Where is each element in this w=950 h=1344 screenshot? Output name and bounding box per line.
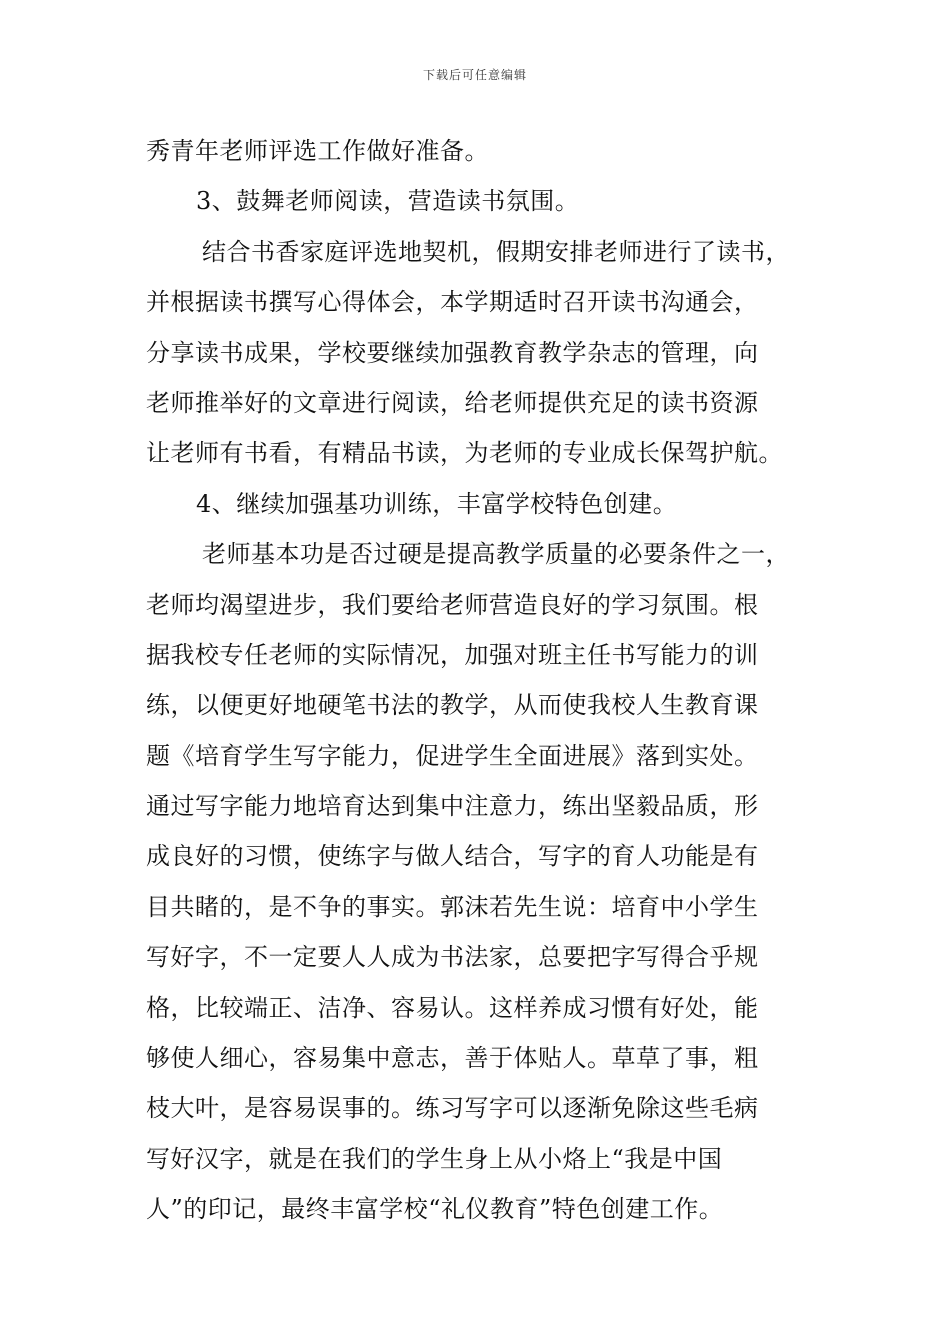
text-line: 写好字，不一定要人人成为书法家，总要把字写得合乎规 — [146, 943, 759, 972]
text-line: 成良好的习惯，使练字与做人结合，写字的育人功能是有 — [146, 842, 759, 871]
section-heading: 4、继续加强基功训练，丰富学校特色创建。 — [196, 489, 678, 518]
text-line: 老师均渴望进步，我们要给老师营造良好的学习氛围。根 — [146, 590, 759, 619]
text-line: 题《培育学生写字能力，促进学生全面进展》落到实处。 — [146, 741, 759, 770]
section-heading: 3、鼓舞老师阅读，营造读书氛围。 — [196, 187, 580, 216]
text-line: 人”的印记，最终丰富学校“礼仪教育”特色创建工作。 — [146, 1195, 724, 1224]
text-line: 写好汉字，就是在我们的学生身上从小烙上“我是中国 — [146, 1144, 723, 1173]
page-header: 下载后可任意编辑 — [422, 68, 527, 82]
text-line: 练，以便更好地硬笔书法的教学，从而使我校人生教育课 — [146, 691, 759, 720]
text-line: 通过写字能力地培育达到集中注意力，练出坚毅品质，形 — [146, 792, 759, 821]
text-line: 枝大叶，是容易误事的。练习写字可以逐渐免除这些毛病 — [146, 1094, 759, 1123]
text-line: 并根据读书撰写心得体会，本学期适时召开读书沟通会， — [146, 288, 759, 317]
paragraph-first-line: 老师基本功是否过硬是提高教学质量的必要条件之一， — [202, 540, 790, 569]
document-body — [146, 126, 836, 1235]
text-line: 够使人细心，容易集中意志，善于体贴人。草草了事，粗 — [146, 1044, 759, 1073]
text-line: 分享读书成果，学校要继续加强教育教学杂志的管理，向 — [146, 338, 759, 367]
text-line: 格，比较端正、洁净、容易认。这样养成习惯有好处，能 — [146, 993, 759, 1022]
text-line: 据我校专任老师的实际情况，加强对班主任书写能力的训 — [146, 640, 759, 669]
paragraph-first-line: 结合书香家庭评选地契机，假期安排老师进行了读书， — [202, 237, 790, 266]
text-line: 秀青年老师评选工作做好准备。 — [146, 137, 489, 165]
text-line: 老师推举好的文章进行阅读，给老师提供充足的读书资源 — [146, 388, 759, 417]
text-line: 让老师有书看，有精品书读，为老师的专业成长保驾护航。 — [146, 439, 783, 468]
text-line: 目共睹的，是不争的事实。郭沫若先生说：培育中小学生 — [146, 892, 759, 921]
